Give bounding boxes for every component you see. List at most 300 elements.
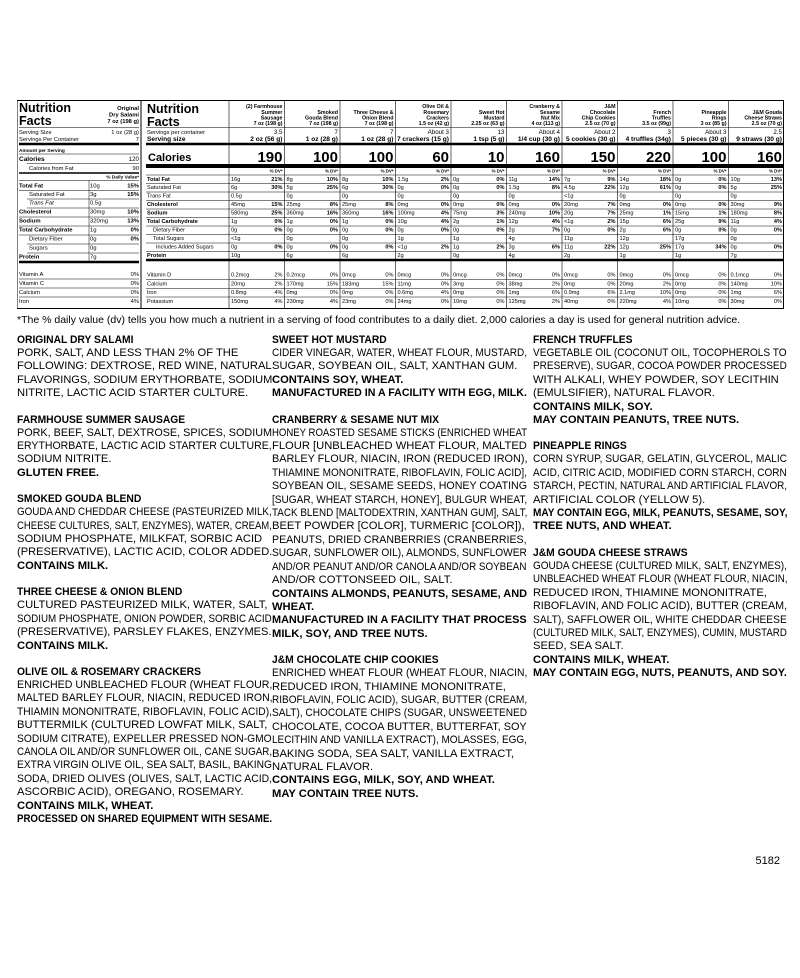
vitamin-dv: 4% [130, 299, 139, 305]
nutrient-amount: 320mg [90, 218, 109, 225]
nutrient-amount: 0g [342, 236, 349, 242]
nutrient-dv: 3% [496, 210, 505, 217]
vitamin-dv: 0% [440, 272, 449, 279]
nutrient-amount: 1g [231, 219, 238, 225]
ingredient-line: GOUDA AND CHEDDAR CHEESE (PASTEURIZED MILK, [17, 506, 272, 519]
vitamin-amount: 1mg [508, 290, 520, 296]
nutrient-amount: 0g [342, 244, 349, 251]
product-size: 7 oz (198 g) [253, 121, 283, 127]
nutrient-amount: 360mg [286, 210, 304, 217]
product-size: 2.25 oz (63 g) [471, 121, 505, 127]
vitamin-amount: 11mg [397, 281, 412, 288]
vitamin-amount: 0.2mcg [286, 272, 305, 279]
allergen-statement: MILK, SOY, AND TREE NUTS. [272, 627, 428, 640]
nutrient-amount: 0g [286, 227, 293, 234]
vitamin-amount: 40mg [564, 299, 578, 305]
vitamin-dv: 4% [274, 299, 283, 305]
ingredient-title: FRENCH TRUFFLES [533, 334, 633, 346]
ingredient-line: RIBOFLAVIN, AND FOLIC ACID), BUTTER (CREAM, [533, 600, 788, 613]
allergen-statement: GLUTEN FREE. [17, 466, 100, 479]
ingredients-column-2 [272, 334, 527, 814]
nutrient-amount: 0g [90, 245, 97, 252]
ingredient-line: GOUDA CHEESE (CULTURED MILK, SALT, ENZYMES), [533, 559, 787, 572]
nutrient-dv: 21% [271, 177, 283, 183]
ingredient-line: RIBOFLAVIN, FOLIC ACID), SUGAR, BUTTER (CREAM, [272, 693, 528, 706]
nutrient-amount: 75mg [453, 210, 467, 217]
vitamin-dv: 0% [130, 281, 139, 287]
vitamin-amount: 0mcg [564, 272, 578, 279]
vitamin-dv: 0% [329, 272, 338, 279]
nutrient-dv: 10% [326, 177, 338, 183]
servings-value: 7 [135, 137, 139, 143]
nutrient-amount: 15g [619, 219, 629, 225]
nutrient-label: Sodium [19, 218, 41, 225]
product-name: Truffles [651, 115, 671, 122]
vitamin-amount: 0mg [675, 290, 686, 296]
allergen-statement: CONTAINS ALMONDS, PEANUTS, SESAME, AND [272, 587, 528, 600]
ingredient-line: VEGETABLE OIL (COCONUT OIL, TOCOPHEROLS TO [533, 347, 787, 359]
ingredient-line: SODIUM CITRATE), EXPELLER PRESSED NON-GMO [17, 732, 272, 745]
nutrient-label: Total Carbohydrate [147, 219, 198, 225]
vitamin-amount: 170mg [286, 281, 304, 288]
nutrient-label: Saturated Fat [29, 192, 65, 198]
nutrient-dv: 0% [551, 202, 560, 208]
ingredient-line: CULTURED PASTEURIZED MILK, WATER, SALT, [17, 599, 268, 612]
ingredient-block [272, 414, 527, 642]
vitamin-amount: 150mg [231, 299, 249, 305]
nutrient-dv: 9% [607, 177, 616, 183]
nutrient-dv: 0% [130, 236, 139, 243]
nutrient-label: Protein [147, 253, 167, 259]
serving-size-value: 1/4 cup (30 g) [517, 136, 560, 143]
vitamin-amount: 20mg [231, 281, 245, 288]
nutrient-dv: 0% [329, 244, 338, 251]
nutrition-facts-heading: Nutrition [147, 102, 200, 116]
product-name: Summer [261, 109, 283, 116]
vitamin-dv: 4% [662, 299, 671, 305]
nutrient-dv: 7% [607, 202, 616, 208]
serving-size-value: 5 cookies (30 g) [566, 136, 616, 143]
nutrient-amount: <1g [231, 236, 241, 242]
ingredient-title: J&M CHOCOLATE CHIP COOKIES [272, 654, 439, 667]
product-size: 4 oz (113 g) [531, 121, 560, 127]
nutrient-label: Trans Fat [29, 200, 54, 207]
nutrient-amount: 25mg [342, 202, 356, 208]
ingredient-line: CANOLA OIL AND/OR SUNFLOWER OIL, CANE SUGAR, [17, 745, 273, 758]
nutrient-label: Total Sugars [153, 236, 185, 242]
nutrient-dv: 0% [718, 185, 727, 191]
nutrient-dv: 15% [127, 183, 139, 190]
dv-header: % DV* [380, 168, 394, 174]
vitamin-dv: 15% [382, 281, 394, 288]
nutrient-dv: 0% [440, 227, 449, 234]
ingredient-title: CRANBERRY & SESAME NUT MIX [272, 413, 439, 426]
serving-size-value: 1 oz (28 g) [111, 130, 139, 136]
vitamin-amount: 10mg [675, 299, 689, 305]
vitamin-dv: 15% [326, 281, 338, 288]
ingredient-line: (PRESERVATIVE), LACTIC ACID, COLOR ADDED. [17, 546, 273, 559]
ingredient-line: SODA, DRIED OLIVES (OLIVES, SALT, LACTIC ACID, [17, 772, 273, 785]
ingredient-line: [SUGAR, WHEAT STARCH, HONEY], BULGUR WHEAT, [272, 493, 528, 506]
allergen-statement: CONTAINS MILK, WHEAT. [533, 653, 670, 666]
nutrition-facts-heading: Facts [19, 114, 52, 128]
serving-size-value: 1 oz (28 g) [305, 136, 338, 143]
nutrient-dv: 7% [607, 210, 616, 217]
nutrient-amount: 0g [342, 227, 349, 234]
vitamin-dv: 0% [551, 272, 560, 279]
nutrient-amount: 0g [342, 193, 349, 200]
vitamin-amount: 0.1mcg [730, 272, 749, 279]
nutrient-dv: 4% [440, 210, 449, 217]
vitamin-amount: 0mcg [342, 272, 356, 279]
ingredient-line: STARCH, PECTIN, NATURAL AND ARTIFICIAL FLAVOR, [533, 480, 788, 493]
product-name: French [653, 109, 671, 116]
ingredient-title: OLIVE OIL & ROSEMARY CRACKERS [17, 665, 201, 678]
nutrient-amount: 0g [286, 193, 293, 200]
calories-value: 10 [487, 149, 505, 166]
vitamin-dv: 2% [662, 281, 671, 288]
servings-value: About 3 [705, 129, 727, 136]
nutrient-dv: 22% [604, 185, 616, 191]
nutrient-dv: 9% [718, 219, 727, 225]
nutrient-amount: 0mg [619, 202, 631, 208]
ingredient-line: PORK, SALT, AND LESS THAN 2% OF THE [17, 347, 239, 359]
vitamin-dv: 4% [274, 290, 283, 296]
ingredient-line: ENRICHED UNBLEACHED FLOUR (WHEAT FLOUR, [17, 678, 273, 691]
product-name: Olive Oil & [422, 104, 449, 111]
ingredient-line: FLAVORINGS, SODIUM ERYTHORBATE, SODIUM [17, 373, 273, 386]
vitamin-amount: 0mcg [675, 272, 689, 279]
nutrient-label: Total Fat [19, 183, 44, 190]
nutrient-dv: 34% [715, 244, 727, 251]
calories-value: 190 [257, 149, 283, 166]
nutrient-label: Trans Fat [147, 193, 171, 200]
calories-value: 220 [645, 149, 671, 166]
ingredient-block [533, 440, 787, 533]
vitamin-dv: 0% [718, 272, 727, 279]
ingredient-line: SOYBEAN OIL, SESAME SEEDS, HONEY COATING [272, 480, 528, 493]
vitamin-amount: 1mg [730, 290, 742, 296]
vitamin-dv: 0% [718, 290, 727, 296]
nutrient-amount: 6g [286, 253, 293, 259]
nutrient-amount: 240mg [508, 210, 526, 217]
vitamin-dv: 2% [551, 299, 560, 305]
allergen-statement: CONTAINS EGG, MILK, SOY, AND WHEAT. [272, 774, 495, 787]
vitamin-dv: 4% [329, 299, 338, 305]
nutrient-amount: 1.5g [397, 177, 409, 183]
nutrient-amount: 0g [286, 236, 293, 242]
vitamin-dv: 0% [607, 281, 616, 288]
nutrient-amount: 0g [397, 193, 404, 200]
nutrient-amount: 20g [564, 210, 574, 217]
vitamin-amount: 0.8mg [231, 290, 247, 296]
nutrient-label: Total Carbohydrate [19, 227, 73, 234]
ingredient-line: FLOUR [UNBLEACHED WHEAT FLOUR, MALTED [272, 440, 527, 453]
nutrient-amount: 0g [90, 236, 97, 243]
vitamin-amount: 125mg [508, 299, 526, 305]
ingredient-block [272, 654, 527, 801]
nutrient-amount: 30mg [90, 209, 105, 216]
nutrient-amount: 0mg [675, 202, 686, 208]
nutrient-amount: 0mg [508, 202, 520, 208]
serving-size-label: Serving Size [19, 130, 52, 136]
dv-header: % DV* [436, 168, 449, 174]
serving-size-label: Serving size [147, 136, 186, 143]
nutrient-amount: <1g [397, 244, 407, 251]
vitamin-amount: 220mg [619, 299, 637, 305]
nutrient-dv: 4% [551, 219, 560, 225]
nutrient-dv: 0% [496, 177, 505, 183]
product-name: Three Cheese & [353, 109, 394, 116]
ingredient-line: UNBLEACHED WHEAT FLOUR (WHEAT FLOUR, NIACIN, [533, 573, 788, 586]
serving-size-value: 7 crackers (15 g) [396, 136, 449, 143]
ingredient-line: BEET POWDER [COLOR], TURMERIC [COLOR]), [272, 520, 525, 533]
nutrient-amount: 1g [675, 253, 682, 259]
nutrient-dv: 0% [496, 227, 505, 234]
vitamin-amount: 0mg [564, 281, 575, 288]
ingredient-title: SWEET HOT MUSTARD [272, 334, 387, 346]
nutrient-amount: 15mg [675, 210, 689, 217]
dv-header: % DV* [769, 168, 782, 174]
ingredient-line: FOLLOWING: DEXTROSE, RED WINE, NATURAL [17, 360, 272, 373]
nutrient-dv: 0% [385, 227, 394, 234]
nutrient-label: Protein [19, 254, 40, 261]
allergen-statement: CONTAINS MILK. [17, 559, 109, 572]
nutrient-amount: 0g [397, 185, 404, 191]
nutrient-amount: 3g [90, 192, 97, 198]
nutrient-amount: 0.5g [231, 193, 242, 200]
product-name: (2) Farmhouse [246, 104, 283, 111]
nutrient-label: Saturated Fat [147, 185, 181, 191]
vitamin-label: Iron [19, 299, 29, 305]
vitamin-dv: 0% [607, 299, 616, 305]
vitamin-dv: 0% [662, 272, 671, 279]
vitamin-dv: 0% [496, 281, 505, 288]
ingredient-title: J&M GOUDA CHEESE STRAWS [533, 546, 688, 559]
vitamin-amount: 183mg [342, 281, 360, 288]
vitamin-dv: 0% [718, 299, 727, 305]
calories-value: 100 [368, 149, 394, 166]
nutrient-amount: 17g [675, 236, 685, 242]
nutrient-dv: 13% [127, 218, 139, 225]
ingredient-line: SALT), SAFFLOWER OIL, WHITE CHEDDAR CHEESE [533, 613, 787, 626]
ingredient-line: CORN SYRUP, SUGAR, GELATIN, GLYCEROL, MALIC [533, 453, 788, 466]
nutrient-amount: 6g [342, 185, 349, 191]
nutrient-dv: 22% [604, 244, 616, 251]
nutrient-dv: 0% [385, 219, 394, 225]
ingredient-line: (CULTURED MILK, SALT, ENZYMES), CUMIN, MUSTARD [533, 626, 787, 639]
vitamin-label: Vitamin C [19, 281, 45, 287]
nutrient-amount: 0mg [397, 202, 409, 208]
nutrient-dv: 15% [271, 202, 283, 208]
nutrient-amount: 45mg [231, 202, 245, 208]
product-name: Crackers [426, 115, 449, 122]
vitamin-dv: 2% [551, 281, 560, 288]
ingredient-line: PRESERVE), SUGAR, COCOA POWDER PROCESSED [533, 360, 787, 373]
nutrient-amount: 0g [730, 244, 737, 251]
nutrient-amount: 7g [564, 177, 571, 183]
ingredient-line: ERYTHORBATE, LACTIC ACID STARTER CULTURE, [17, 440, 272, 453]
nutrient-amount: 0g [564, 227, 571, 234]
vitamin-amount: 230mg [286, 299, 304, 305]
nutrient-dv: 8% [385, 202, 394, 208]
nutrient-amount: 0g [675, 177, 682, 183]
allergen-statement: PROCESSED ON SHARED EQUIPMENT WITH SESAME. [17, 812, 273, 825]
nutrient-dv: 10% [548, 210, 560, 217]
vitamin-amount: 38mg [508, 281, 523, 288]
nutrient-amount: 25mg [619, 210, 634, 217]
nutrient-dv: 0% [130, 227, 139, 234]
product-size: 2.5 oz (70 g) [585, 121, 616, 127]
nutrient-amount: 16g [231, 177, 241, 183]
ingredient-line: PEANUTS, DRIED CRANBERRIES (CRANBERRIES, [272, 533, 527, 546]
ingredient-line: SUGAR, SUNFLOWER OIL), ALMONDS, SUNFLOWER [272, 547, 527, 560]
nutrient-dv: 7% [551, 227, 560, 234]
product-name: J&M Gouda [752, 109, 782, 116]
nutrient-label: Sodium [147, 210, 168, 217]
nutrient-dv: 13% [770, 177, 782, 183]
nutrient-dv: 8% [551, 185, 560, 191]
ingredient-block [17, 334, 272, 401]
vitamin-dv: 2% [274, 281, 283, 288]
nutrition-facts-heading: Nutrition [19, 101, 72, 115]
dv-header: % DV* [547, 168, 560, 174]
vitamin-amount: 0mcg [508, 272, 523, 279]
allergen-statement: CONTAINS MILK, WHEAT. [17, 799, 154, 812]
nutrient-dv: 4% [773, 219, 782, 225]
allergen-statement: MAY CONTAIN TREE NUTS. [272, 787, 419, 800]
product-name: Rosemary [423, 109, 449, 116]
vitamin-label: Calcium [147, 281, 168, 288]
servings-label: Servings per container [147, 130, 205, 136]
ingredient-line: BUTTERMILK (CULTURED LOWFAT MILK, SALT, [17, 719, 268, 732]
nutrient-amount: 2g [453, 219, 460, 225]
amount-header: Amount per Serving [19, 149, 65, 154]
ingredient-line: THIAMIN MONONITRATE, RIBOFLAVIN, FOLIC ACID), [17, 705, 272, 718]
nutrient-label: Sugars [29, 245, 48, 252]
product-size: 1.5 oz (42 g) [418, 121, 449, 127]
nutrient-label: Cholesterol [19, 209, 52, 216]
ingredient-title: THREE CHEESE & ONION BLEND [17, 586, 183, 599]
calories-from-fat-value: 90 [132, 166, 139, 172]
nutrient-amount: 0g [453, 185, 460, 191]
ingredient-line: HONEY ROASTED SESAME STICKS (ENRICHED WHEAT [272, 426, 528, 439]
nutrient-amount: 12g [619, 185, 629, 191]
nutrient-amount: 7g [730, 253, 737, 259]
calories-label: Calories [148, 152, 192, 164]
nutrient-amount: 1.5g [508, 185, 520, 191]
serving-size-value: 1 oz (28 g) [361, 136, 394, 143]
ingredient-line: NITRITE, LACTIC ACID STARTER CULTURE. [17, 387, 249, 400]
nutrient-dv: 10% [127, 209, 139, 216]
nutrient-dv: 8% [773, 210, 782, 217]
product-name: Sweet Hot [478, 109, 505, 116]
ingredient-line: ACID, CITRIC ACID, MODIFIED CORN STARCH, CORN [533, 466, 787, 479]
serving-size-value: 5 pieces (30 g) [681, 136, 727, 143]
nutrient-amount: 100mg [397, 210, 415, 217]
nutrient-dv: 25% [770, 185, 782, 191]
nutrient-dv: 0% [718, 227, 727, 234]
nutrient-amount: 0g [619, 193, 626, 200]
ingredient-line: REDUCED IRON, THIAMINE MONONITRATE, [272, 680, 506, 693]
vitamin-dv: 10% [770, 281, 782, 288]
nutrient-amount: 5g [286, 185, 293, 191]
product-name: Chocolate [589, 109, 616, 116]
nutrient-amount: 1g [286, 219, 293, 225]
nutrient-amount: 4.5g [564, 185, 575, 191]
nutrient-amount: 6g [342, 253, 349, 259]
vitamin-amount: 140mg [730, 281, 748, 288]
product-size: 7 oz (198 g) [309, 121, 338, 127]
product-size: 7 oz (198 g) [364, 121, 394, 127]
ingredient-line: THIAMINE MONONITRATE, RIBOFLAVIN, FOLIC ACID], [272, 466, 527, 479]
ingredient-title: SMOKED GOUDA BLEND [17, 493, 142, 506]
vitamin-dv: 6% [551, 290, 560, 296]
servings-value: About 3 [427, 129, 449, 136]
vitamin-dv: 0% [130, 290, 139, 296]
calories-value: 160 [534, 149, 560, 166]
nutrient-amount: 1g [342, 219, 349, 225]
nutrient-dv: 0% [274, 219, 283, 225]
nutrient-amount: 0g [508, 193, 515, 200]
nutrient-dv: 0% [662, 202, 671, 208]
ingredient-line: BARLEY FLOUR, NIACIN, IRON (REDUCED IRON), [272, 453, 528, 466]
serving-size-value: 2 oz (56 g) [250, 136, 283, 143]
vitamin-label: Vitamin A [19, 272, 44, 278]
ingredient-line: (PRESERVATIVE), PARSLEY FLAKES, ENZYMES. [17, 626, 272, 639]
vitamin-amount: 0mcg [453, 272, 467, 279]
vitamin-dv: 0% [385, 299, 394, 305]
ingredient-line: SODIUM PHOSPHATE, ONION POWDER, SORBIC ACID [17, 612, 272, 625]
product-size: 3 oz (85 g) [700, 121, 727, 127]
dv-header: % DV* [325, 168, 338, 174]
ingredient-line: BAKING SODA, SEA SALT, VANILLA EXTRACT, [272, 747, 515, 760]
ingredient-line: SEED, SEA SALT. [533, 640, 624, 653]
ingredient-line: TACK BLEND [MALTODEXTRIN, XANTHAN GUM], SALT, [272, 507, 528, 520]
nutrient-amount: 0g [453, 227, 460, 234]
nutrient-amount: 11g [508, 177, 518, 183]
nutrient-dv: 4% [440, 219, 449, 225]
servings-value: 2.5 [773, 129, 782, 136]
nutrient-label: Total Fat [147, 177, 170, 183]
nutrient-amount: 2g [397, 253, 404, 259]
calories-value: 120 [128, 156, 139, 163]
product-name: Dry Salami [109, 112, 139, 119]
nutrient-amount: 5g [730, 185, 737, 191]
nutrient-amount: 11g [564, 244, 573, 251]
nutrition-facts-heading: Facts [147, 115, 180, 129]
vitamin-dv: 0% [329, 290, 338, 296]
nutrient-amount: 10g [730, 177, 740, 183]
nutrient-label: Dietary Fiber [29, 236, 63, 243]
nutrient-amount: 2g [508, 227, 515, 234]
dv-header: % DV* [713, 168, 727, 174]
nutrient-dv: 25% [271, 210, 283, 217]
nutrient-dv: 0% [385, 244, 394, 251]
servings-value: About 2 [594, 129, 616, 136]
product-name: Onion Blend [362, 115, 394, 122]
nutrient-dv: 0% [718, 177, 727, 183]
calories-value: 60 [432, 149, 449, 166]
vitamin-dv: 10% [659, 290, 671, 296]
ingredient-block [272, 334, 527, 401]
ingredient-line: WITH ALKALI, WHEY POWDER, SOY LECITHIN [533, 373, 779, 386]
nutrient-amount: 3g [508, 244, 515, 251]
calories-value: 160 [756, 149, 782, 166]
calories-from-fat-label: Calories from Fat [29, 166, 74, 172]
allergen-statement: MAY CONTAIN EGG, NUTS, PEANUTS, AND SOY. [533, 667, 787, 680]
allergen-statement: MANUFACTURED IN A FACILITY WITH EGG, MILK. [272, 387, 527, 400]
